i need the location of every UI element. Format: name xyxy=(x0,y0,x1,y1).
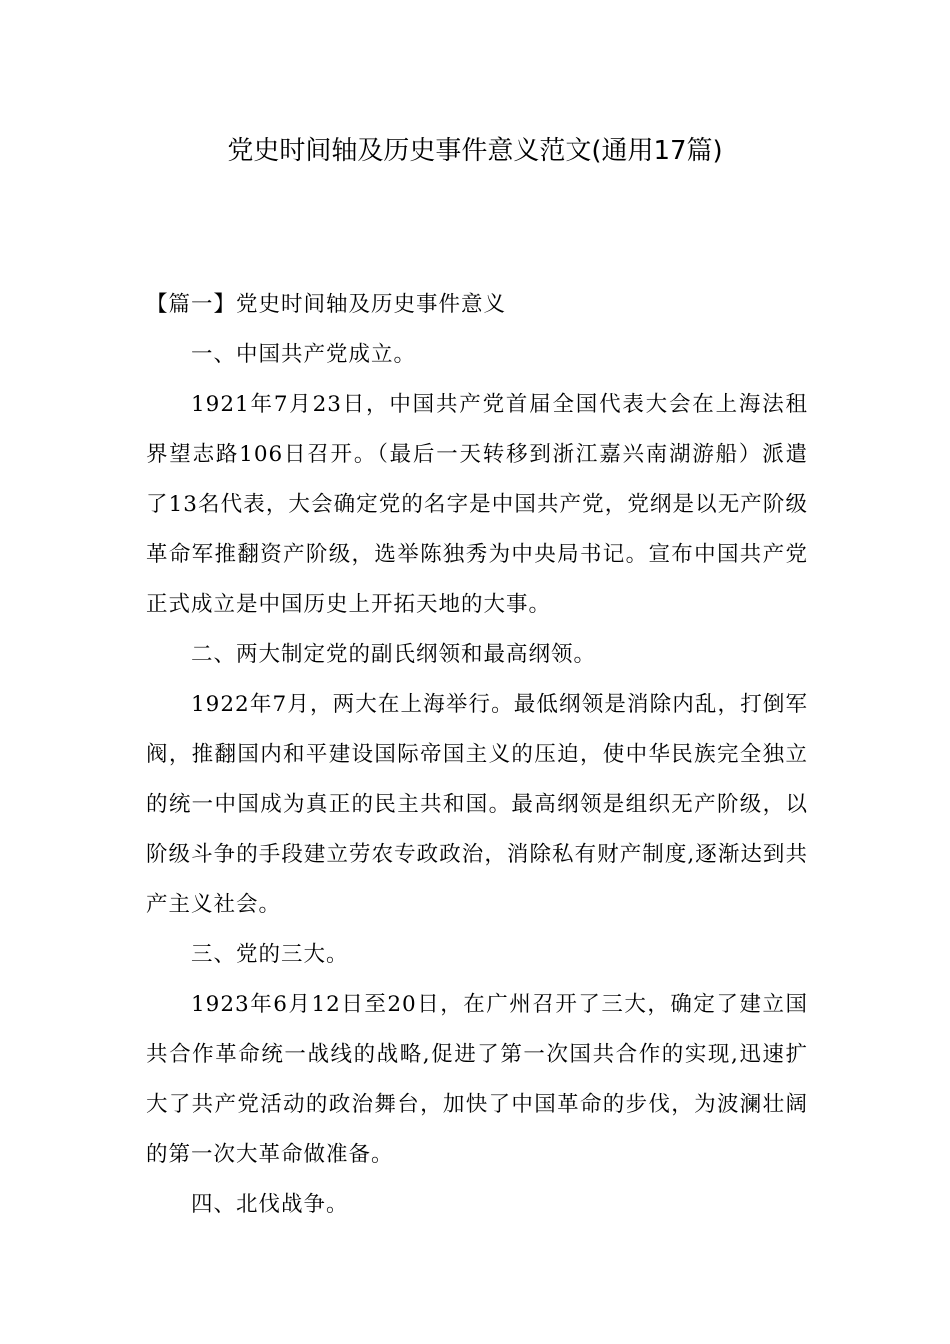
heading-party-founding: 一、中国共产党成立。 xyxy=(191,342,417,367)
paragraph-second-congress: 1922年7月，两大在上海举行。最低纲领是消除内乱，打倒军阀，推翻国内和平建设国际帝国主义的压迫，使中华民族完全独立的统一中国成为真正的民主共和国。最高纲领是组织无产阶级，以阶级斗争的手段建立劳农专政政治，消除私有财产制度,逐渐达到共产主义社会。 xyxy=(146,692,808,917)
heading-third-congress: 三、党的三大。 xyxy=(191,942,349,967)
paragraph-third-congress: 1923年6月12日至20日，在广州召开了三大，确定了建立国共合作革命统一战线的战略,促进了第一次国共合作的实现,迅速扩大了共产党活动的政治舞台，加快了中国革命的步伐，为波澜壮阔的第一次大革命做准备。 xyxy=(146,992,808,1167)
document-title: 党史时间轴及历史事件意义范文(通用17篇) xyxy=(227,136,723,166)
paragraph-party-founding: 1921年7月23日，中国共产党首届全国代表大会在上海法租界望志路106日召开。（最后一天转移到浙江嘉兴南湖游船）派遣了13名代表，大会确定党的名字是中国共产党，党纲是以无产阶级革命军推翻资产阶级，选举陈独秀为中央局书记。宣布中国共产党正式成立是中国历史上开拓天地的大事。 xyxy=(146,392,808,617)
heading-northern-expedition: 四、北伐战争。 xyxy=(191,1192,349,1217)
document-body xyxy=(146,280,808,1230)
heading-second-congress: 二、两大制定党的副氏纲领和最高纲领。 xyxy=(191,642,597,667)
section-heading: 【篇一】党史时间轴及历史事件意义 xyxy=(146,292,507,317)
